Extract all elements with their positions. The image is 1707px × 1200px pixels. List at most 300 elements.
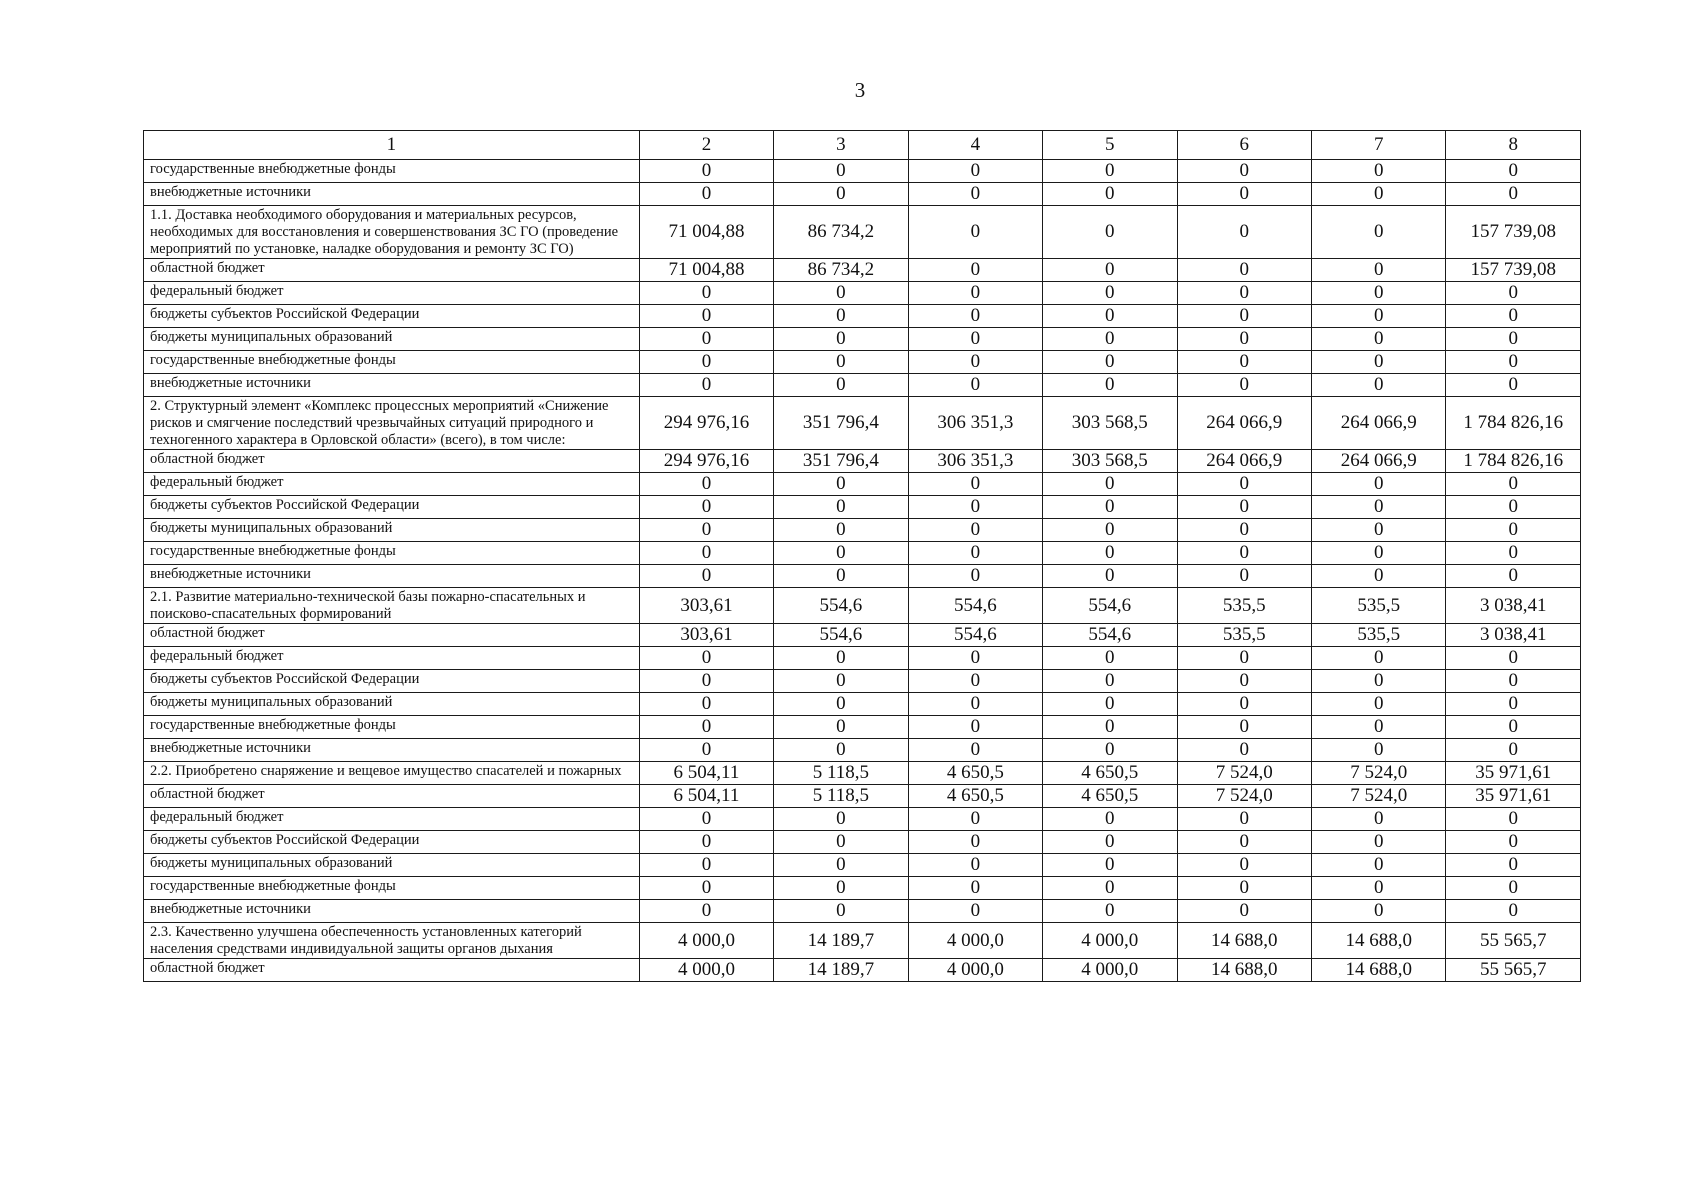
value-cell: 0 [1446,716,1581,739]
value-cell: 0 [639,670,773,693]
value-cell: 4 000,0 [908,923,1042,959]
value-cell: 0 [908,374,1042,397]
table-row [144,374,1581,397]
value-cell: 0 [1043,877,1177,900]
value-cell: 0 [908,565,1042,588]
value-cell: 264 066,9 [1177,450,1311,473]
row-label: внебюджетные источники [144,183,640,206]
value-cell: 0 [1311,565,1445,588]
value-cell: 35 971,61 [1446,762,1581,785]
row-label: бюджеты субъектов Российской Федерации [144,831,640,854]
value-cell: 0 [774,831,908,854]
value-cell: 554,6 [1043,624,1177,647]
value-cell: 0 [908,351,1042,374]
table-row [144,351,1581,374]
row-label: 2.3. Качественно улучшена обеспеченность установленных категорий населения средствами индивидуальной защиты органов дыхания [144,923,640,959]
value-cell: 0 [1311,900,1445,923]
value-cell: 0 [639,854,773,877]
value-cell: 306 351,3 [908,397,1042,450]
value-cell: 0 [908,877,1042,900]
value-cell: 7 524,0 [1311,785,1445,808]
column-header: 3 [774,131,908,160]
value-cell: 0 [1177,647,1311,670]
value-cell: 0 [774,374,908,397]
value-cell: 0 [1043,831,1177,854]
value-cell: 0 [1311,374,1445,397]
value-cell: 535,5 [1311,588,1445,624]
value-cell: 7 524,0 [1177,785,1311,808]
row-label: внебюджетные источники [144,739,640,762]
table-row [144,542,1581,565]
value-cell: 0 [908,519,1042,542]
value-cell: 71 004,88 [639,206,773,259]
value-cell: 0 [1446,282,1581,305]
table-row [144,831,1581,854]
value-cell: 0 [1043,519,1177,542]
value-cell: 0 [1043,670,1177,693]
value-cell: 0 [1043,542,1177,565]
value-cell: 0 [1311,259,1445,282]
table-row [144,206,1581,259]
value-cell: 0 [1177,328,1311,351]
value-cell: 0 [908,854,1042,877]
value-cell: 0 [1043,351,1177,374]
value-cell: 0 [774,808,908,831]
value-cell: 0 [908,160,1042,183]
value-cell: 0 [1177,565,1311,588]
row-label: областной бюджет [144,624,640,647]
value-cell: 0 [639,496,773,519]
value-cell: 0 [908,542,1042,565]
value-cell: 4 650,5 [908,762,1042,785]
value-cell: 264 066,9 [1311,450,1445,473]
row-label: государственные внебюджетные фонды [144,877,640,900]
value-cell: 0 [639,328,773,351]
table-row [144,900,1581,923]
value-cell: 0 [908,206,1042,259]
value-cell: 0 [774,496,908,519]
value-cell: 0 [908,183,1042,206]
value-cell: 4 000,0 [908,959,1042,982]
table-row [144,183,1581,206]
value-cell: 303 568,5 [1043,397,1177,450]
value-cell: 0 [1177,542,1311,565]
value-cell: 0 [639,305,773,328]
value-cell: 0 [639,282,773,305]
value-cell: 303 568,5 [1043,450,1177,473]
row-label: внебюджетные источники [144,900,640,923]
table-row [144,959,1581,982]
row-label: областной бюджет [144,259,640,282]
row-label: бюджеты муниципальных образований [144,854,640,877]
row-label: государственные внебюджетные фонды [144,160,640,183]
row-label: 1.1. Доставка необходимого оборудования и материальных ресурсов, необходимых для восстановления и совершенствования ЗС ГО (проведение мероприятий по установке, наладке оборудования и ремонту ЗС ГО) [144,206,640,259]
value-cell: 0 [774,716,908,739]
value-cell: 0 [1043,854,1177,877]
table-row [144,739,1581,762]
value-cell: 0 [774,282,908,305]
value-cell: 0 [639,877,773,900]
row-label: бюджеты субъектов Российской Федерации [144,496,640,519]
value-cell: 0 [1177,900,1311,923]
table-row [144,716,1581,739]
value-cell: 0 [639,693,773,716]
value-cell: 0 [1446,183,1581,206]
value-cell: 86 734,2 [774,206,908,259]
value-cell: 0 [1043,206,1177,259]
value-cell: 0 [1177,206,1311,259]
value-cell: 0 [1446,473,1581,496]
row-label: областной бюджет [144,450,640,473]
row-label: бюджеты муниципальных образований [144,519,640,542]
value-cell: 0 [1043,716,1177,739]
value-cell: 0 [1177,693,1311,716]
value-cell: 0 [1311,542,1445,565]
value-cell: 0 [1043,808,1177,831]
value-cell: 0 [1446,160,1581,183]
value-cell: 0 [1446,854,1581,877]
value-cell: 264 066,9 [1311,397,1445,450]
value-cell: 14 688,0 [1311,959,1445,982]
value-cell: 0 [1177,877,1311,900]
value-cell: 0 [774,542,908,565]
row-label: федеральный бюджет [144,282,640,305]
value-cell: 0 [1311,739,1445,762]
value-cell: 0 [1311,808,1445,831]
value-cell: 0 [1177,183,1311,206]
value-cell: 0 [908,647,1042,670]
value-cell: 0 [639,542,773,565]
value-cell: 0 [1177,160,1311,183]
row-label: федеральный бюджет [144,647,640,670]
value-cell: 7 524,0 [1311,762,1445,785]
value-cell: 0 [639,739,773,762]
value-cell: 1 784 826,16 [1446,397,1581,450]
value-cell: 5 118,5 [774,785,908,808]
value-cell: 7 524,0 [1177,762,1311,785]
value-cell: 0 [1311,160,1445,183]
value-cell: 0 [1177,374,1311,397]
row-label: внебюджетные источники [144,374,640,397]
table-row [144,160,1581,183]
value-cell: 0 [1446,670,1581,693]
value-cell: 0 [774,351,908,374]
table-row [144,496,1581,519]
table-row [144,259,1581,282]
page-number: 3 [854,78,866,102]
value-cell: 0 [1311,328,1445,351]
value-cell: 0 [1311,305,1445,328]
value-cell: 0 [639,716,773,739]
value-cell: 0 [1446,496,1581,519]
value-cell: 0 [908,473,1042,496]
value-cell: 0 [1311,473,1445,496]
value-cell: 0 [908,716,1042,739]
value-cell: 0 [1177,670,1311,693]
row-label: федеральный бюджет [144,808,640,831]
value-cell: 0 [774,565,908,588]
value-cell: 0 [1043,739,1177,762]
value-cell: 0 [1311,519,1445,542]
value-cell: 4 000,0 [1043,923,1177,959]
value-cell: 0 [1043,693,1177,716]
value-cell: 0 [774,877,908,900]
value-cell: 0 [1311,496,1445,519]
value-cell: 0 [1043,473,1177,496]
value-cell: 0 [1177,519,1311,542]
value-cell: 0 [639,647,773,670]
value-cell: 0 [639,900,773,923]
value-cell: 0 [774,473,908,496]
value-cell: 294 976,16 [639,450,773,473]
value-cell: 0 [1043,647,1177,670]
value-cell: 0 [908,670,1042,693]
value-cell: 0 [774,854,908,877]
value-cell: 0 [1311,282,1445,305]
value-cell: 0 [1446,647,1581,670]
table-body [144,160,1581,982]
table-row [144,923,1581,959]
value-cell: 0 [1446,877,1581,900]
value-cell: 0 [1446,374,1581,397]
row-label: бюджеты субъектов Российской Федерации [144,305,640,328]
value-cell: 306 351,3 [908,450,1042,473]
value-cell: 0 [908,739,1042,762]
value-cell: 0 [1446,305,1581,328]
column-header: 5 [1043,131,1177,160]
value-cell: 1 784 826,16 [1446,450,1581,473]
table-row [144,519,1581,542]
row-label: 2.1. Развитие материально-технической базы пожарно-спасательных и поисково-спасательных формирований [144,588,640,624]
table-row [144,808,1581,831]
value-cell: 0 [1043,160,1177,183]
value-cell: 0 [1311,670,1445,693]
value-cell: 535,5 [1177,624,1311,647]
value-cell: 35 971,61 [1446,785,1581,808]
row-label: областной бюджет [144,785,640,808]
row-label: государственные внебюджетные фонды [144,542,640,565]
table-row [144,693,1581,716]
value-cell: 55 565,7 [1446,959,1581,982]
value-cell: 535,5 [1311,624,1445,647]
value-cell: 0 [1311,877,1445,900]
table-row [144,305,1581,328]
value-cell: 0 [1177,739,1311,762]
row-label: федеральный бюджет [144,473,640,496]
value-cell: 0 [908,831,1042,854]
value-cell: 0 [1177,473,1311,496]
value-cell: 0 [639,473,773,496]
value-cell: 351 796,4 [774,397,908,450]
value-cell: 0 [1177,259,1311,282]
table-row [144,785,1581,808]
table-row [144,647,1581,670]
value-cell: 86 734,2 [774,259,908,282]
column-header: 2 [639,131,773,160]
value-cell: 3 038,41 [1446,588,1581,624]
value-cell: 0 [639,831,773,854]
value-cell: 0 [774,328,908,351]
value-cell: 0 [1043,900,1177,923]
value-cell: 0 [1311,647,1445,670]
value-cell: 0 [1446,693,1581,716]
value-cell: 0 [908,305,1042,328]
table-row [144,670,1581,693]
value-cell: 303,61 [639,624,773,647]
value-cell: 0 [1446,900,1581,923]
value-cell: 0 [1043,328,1177,351]
value-cell: 554,6 [908,588,1042,624]
value-cell: 0 [1177,716,1311,739]
row-label: бюджеты субъектов Российской Федерации [144,670,640,693]
row-label: 2.2. Приобретено снаряжение и вещевое имущество спасателей и пожарных [144,762,640,785]
value-cell: 0 [1311,831,1445,854]
table-row [144,854,1581,877]
value-cell: 554,6 [908,624,1042,647]
value-cell: 14 688,0 [1177,959,1311,982]
value-cell: 0 [1446,519,1581,542]
value-cell: 0 [908,808,1042,831]
value-cell: 0 [1446,831,1581,854]
value-cell: 0 [639,519,773,542]
row-label: государственные внебюджетные фонды [144,716,640,739]
value-cell: 0 [1177,305,1311,328]
value-cell: 0 [774,647,908,670]
row-label: внебюджетные источники [144,565,640,588]
value-cell: 4 000,0 [1043,959,1177,982]
table-row [144,877,1581,900]
value-cell: 351 796,4 [774,450,908,473]
value-cell: 0 [1446,808,1581,831]
value-cell: 0 [908,693,1042,716]
value-cell: 5 118,5 [774,762,908,785]
value-cell: 0 [908,328,1042,351]
value-cell: 554,6 [774,624,908,647]
value-cell: 0 [774,739,908,762]
value-cell: 71 004,88 [639,259,773,282]
value-cell: 0 [639,808,773,831]
value-cell: 0 [774,519,908,542]
value-cell: 14 189,7 [774,923,908,959]
value-cell: 0 [1311,351,1445,374]
table-row [144,328,1581,351]
value-cell: 0 [908,900,1042,923]
value-cell: 0 [1177,808,1311,831]
table-row [144,397,1581,450]
value-cell: 4 650,5 [1043,785,1177,808]
value-cell: 0 [774,670,908,693]
value-cell: 0 [639,160,773,183]
value-cell: 0 [1043,259,1177,282]
value-cell: 0 [1177,496,1311,519]
value-cell: 4 000,0 [639,959,773,982]
value-cell: 0 [639,374,773,397]
value-cell: 14 688,0 [1311,923,1445,959]
value-cell: 0 [1446,565,1581,588]
value-cell: 0 [1043,183,1177,206]
row-label: областной бюджет [144,959,640,982]
value-cell: 0 [908,282,1042,305]
value-cell: 157 739,08 [1446,259,1581,282]
value-cell: 0 [1446,351,1581,374]
value-cell: 294 976,16 [639,397,773,450]
value-cell: 0 [639,351,773,374]
value-cell: 0 [1311,854,1445,877]
value-cell: 6 504,11 [639,785,773,808]
value-cell: 0 [1311,183,1445,206]
value-cell: 0 [1311,206,1445,259]
value-cell: 0 [1043,496,1177,519]
value-cell: 6 504,11 [639,762,773,785]
value-cell: 0 [1043,565,1177,588]
value-cell: 264 066,9 [1177,397,1311,450]
table-row [144,282,1581,305]
value-cell: 0 [774,183,908,206]
value-cell: 0 [1177,854,1311,877]
row-label: бюджеты муниципальных образований [144,328,640,351]
value-cell: 0 [1446,328,1581,351]
column-header: 8 [1446,131,1581,160]
value-cell: 4 000,0 [639,923,773,959]
table-row [144,473,1581,496]
value-cell: 0 [774,693,908,716]
value-cell: 0 [1043,374,1177,397]
row-label: бюджеты муниципальных образований [144,693,640,716]
value-cell: 0 [908,259,1042,282]
value-cell: 4 650,5 [908,785,1042,808]
value-cell: 0 [1177,831,1311,854]
value-cell: 4 650,5 [1043,762,1177,785]
table-row [144,762,1581,785]
table-row [144,565,1581,588]
value-cell: 0 [1177,282,1311,305]
column-header: 1 [144,131,640,160]
value-cell: 0 [1446,739,1581,762]
value-cell: 157 739,08 [1446,206,1581,259]
value-cell: 554,6 [1043,588,1177,624]
value-cell: 3 038,41 [1446,624,1581,647]
value-cell: 554,6 [774,588,908,624]
column-header: 7 [1311,131,1445,160]
value-cell: 14 189,7 [774,959,908,982]
column-header: 6 [1177,131,1311,160]
value-cell: 0 [908,496,1042,519]
table-row [144,588,1581,624]
row-label: 2. Структурный элемент «Комплекс процессных мероприятий «Снижение рисков и смягчение последствий чрезвычайных ситуаций природного и техногенного характера в Орловской области» (всего), в том числе: [144,397,640,450]
value-cell: 0 [1043,282,1177,305]
value-cell: 0 [1311,693,1445,716]
header-row [144,131,1581,160]
value-cell: 0 [774,900,908,923]
value-cell: 0 [1446,542,1581,565]
value-cell: 535,5 [1177,588,1311,624]
value-cell: 0 [639,565,773,588]
value-cell: 303,61 [639,588,773,624]
table-row [144,624,1581,647]
value-cell: 55 565,7 [1446,923,1581,959]
value-cell: 14 688,0 [1177,923,1311,959]
value-cell: 0 [639,183,773,206]
table-row [144,450,1581,473]
value-cell: 0 [1177,351,1311,374]
column-header: 4 [908,131,1042,160]
budget-table [143,130,1581,982]
value-cell: 0 [774,305,908,328]
value-cell: 0 [1043,305,1177,328]
value-cell: 0 [774,160,908,183]
row-label: государственные внебюджетные фонды [144,351,640,374]
value-cell: 0 [1311,716,1445,739]
